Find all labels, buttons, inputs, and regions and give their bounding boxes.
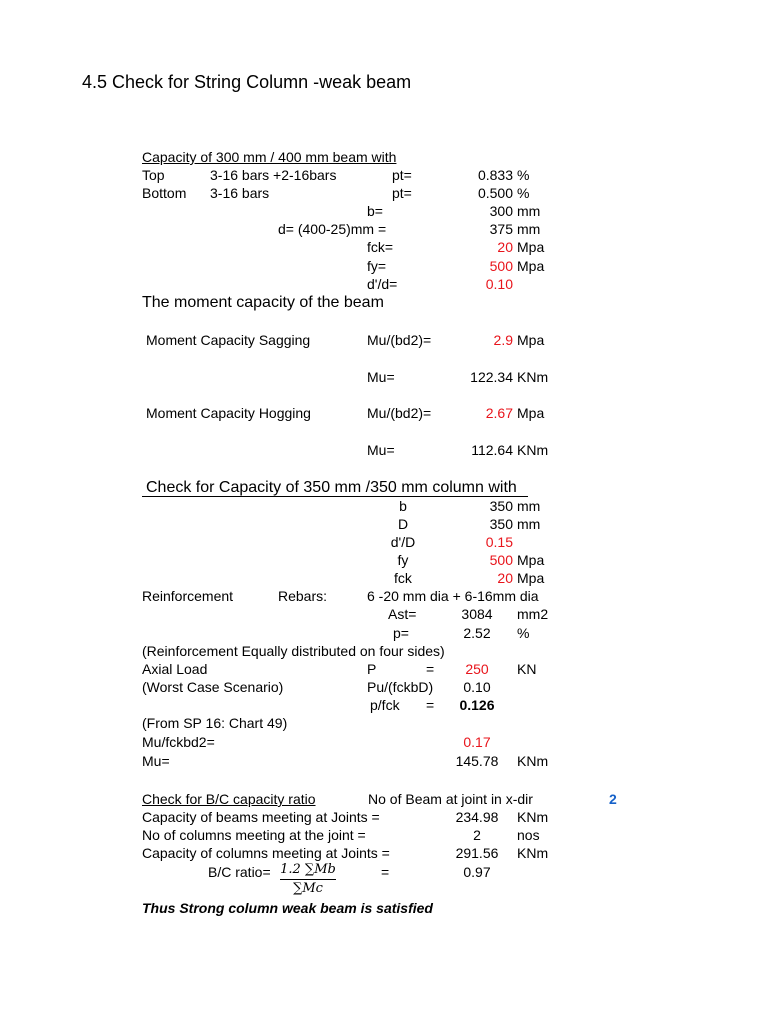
beam-fy-value: 500 <box>489 258 513 274</box>
col-mu-unit: KNm <box>517 753 549 769</box>
bc-ratio-fraction <box>280 863 336 895</box>
col-dD-label: d'/D <box>390 534 416 550</box>
bc-ratio-label: B/C ratio= <box>208 864 271 880</box>
column-heading: Check for Capacity of 350 mm /350 mm column with <box>146 479 517 496</box>
bc-heading: Check for B/C capacity ratio <box>142 791 316 807</box>
beam-b-unit: mm <box>517 203 541 219</box>
beams-xdir-label: No of Beam at joint in x-dir <box>368 791 533 807</box>
sagging-ratio-unit: Mpa <box>517 332 545 348</box>
col-fy-label: fy <box>397 552 409 568</box>
axial-load-value: 250 <box>465 661 489 677</box>
beams-xdir-value: 2 <box>609 791 617 807</box>
pfck-value: 0.126 <box>459 697 495 713</box>
axial-load-label: Axial Load <box>142 661 208 677</box>
col-b-value: 350 <box>489 498 513 514</box>
hogging-mu-value: 112.64 <box>471 442 513 458</box>
reinforcement-label: Reinforcement <box>142 588 234 604</box>
col-D-value: 350 <box>489 516 513 532</box>
col-fck-label: fck <box>394 570 412 586</box>
cap-beams-value: 234.98 <box>455 809 499 825</box>
cap-cols-label: Capacity of columns meeting at Joints = <box>142 845 390 861</box>
beam-fy-label: fy= <box>367 258 387 274</box>
bc-ratio-numerator: 1.2 ∑Mb <box>280 862 336 877</box>
top-pt-value: 0.833 <box>477 167 513 183</box>
pfck-equals: = <box>426 697 435 713</box>
beam-dd-label: d'/d= <box>367 276 398 292</box>
beam-b-label: b= <box>367 203 383 219</box>
bc-ratio-value: 0.97 <box>463 864 491 880</box>
mufck-label: Mu/fckbd2= <box>142 734 215 750</box>
rebars-value: 6 -20 mm dia + 6-16mm dia <box>367 588 539 604</box>
bottom-bars: 3-16 bars <box>210 185 270 201</box>
top-bars: 3-16 bars +2-16bars <box>210 167 337 183</box>
cap-cols-unit: KNm <box>517 845 549 861</box>
pu-label: Pu/(fckbD) <box>367 679 434 695</box>
sagging-ratio-label: Mu/(bd2)= <box>367 332 432 348</box>
col-mu-label: Mu= <box>142 753 170 769</box>
bc-ratio-equals: = <box>381 864 390 880</box>
beam-fy-unit: Mpa <box>517 258 545 274</box>
bottom-label: Bottom <box>142 185 187 201</box>
top-pt-unit: % <box>517 167 530 183</box>
sagging-ratio-value: 2.9 <box>493 332 513 348</box>
axial-P-label: P <box>367 661 377 677</box>
ast-label: Ast= <box>388 606 417 622</box>
moment-heading: The moment capacity of the beam <box>142 294 384 311</box>
mufck-value: 0.17 <box>463 734 491 750</box>
ast-unit: mm2 <box>517 606 549 622</box>
sagging-label: Moment Capacity Sagging <box>146 332 311 348</box>
cap-beams-unit: KNm <box>517 809 549 825</box>
p-unit: % <box>517 625 530 641</box>
col-D-unit: mm <box>517 516 541 532</box>
sagging-mu-unit: KNm <box>517 369 549 385</box>
beam-fck-unit: Mpa <box>517 239 545 255</box>
p-label: p= <box>393 625 409 641</box>
beam-d-label: d= (400-25)mm = <box>278 221 387 237</box>
conclusion-text: Thus Strong column weak beam is satisfied <box>142 900 433 916</box>
pu-value: 0.10 <box>463 679 491 695</box>
bottom-pt-label: pt= <box>392 185 412 201</box>
beam-fck-label: fck= <box>367 239 394 255</box>
bottom-pt-unit: % <box>517 185 530 201</box>
axial-load-unit: KN <box>517 661 537 677</box>
cap-beams-label: Capacity of beams meeting at Joints = <box>142 809 380 825</box>
ast-value: 3084 <box>461 606 493 622</box>
n-cols-label: No of columns meeting at the joint = <box>142 827 366 843</box>
page-title: 4.5 Check for String Column -weak beam <box>82 72 412 92</box>
col-fy-unit: Mpa <box>517 552 545 568</box>
hogging-mu-unit: KNm <box>517 442 549 458</box>
hogging-ratio-unit: Mpa <box>517 405 545 421</box>
col-D-label: D <box>397 516 409 532</box>
col-mu-value: 145.78 <box>455 753 499 769</box>
col-fck-value: 20 <box>497 570 513 586</box>
bc-ratio-denominator: ∑Mc <box>293 881 323 896</box>
beam-d-value: 375 <box>489 221 513 237</box>
hogging-ratio-value: 2.67 <box>485 405 513 421</box>
axial-equals: = <box>426 661 435 677</box>
fraction-bar <box>280 879 336 880</box>
col-fck-unit: Mpa <box>517 570 545 586</box>
n-cols-value: 2 <box>473 827 481 843</box>
top-pt-label: pt= <box>392 167 412 183</box>
beam-heading: Capacity of 300 mm / 400 mm beam with <box>142 149 397 165</box>
hogging-label: Moment Capacity Hogging <box>146 405 311 421</box>
beam-dd-value: 0.10 <box>485 276 513 292</box>
cap-cols-value: 291.56 <box>455 845 499 861</box>
pfck-label: p/fck <box>370 697 400 713</box>
p-value: 2.52 <box>463 625 491 641</box>
hogging-mu-label: Mu= <box>367 442 395 458</box>
sp16-note: (From SP 16: Chart 49) <box>142 715 288 731</box>
column-heading-underline <box>142 496 528 497</box>
beam-fck-value: 20 <box>497 239 513 255</box>
sagging-mu-label: Mu= <box>367 369 395 385</box>
n-cols-unit: nos <box>517 827 540 843</box>
col-b-label: b <box>399 498 407 514</box>
equal-distribution-note: (Reinforcement Equally distributed on four sides) <box>142 643 445 659</box>
col-dD-value: 0.15 <box>485 534 513 550</box>
col-b-unit: mm <box>517 498 541 514</box>
sagging-mu-value: 122.34 <box>470 369 513 385</box>
col-fy-value: 500 <box>489 552 513 568</box>
beam-b-value: 300 <box>489 203 513 219</box>
hogging-ratio-label: Mu/(bd2)= <box>367 405 432 421</box>
worst-case-label: (Worst Case Scenario) <box>142 679 284 695</box>
bottom-pt-value: 0.500 <box>477 185 513 201</box>
top-label: Top <box>142 167 165 183</box>
rebars-label: Rebars: <box>278 588 328 604</box>
beam-d-unit: mm <box>517 221 541 237</box>
